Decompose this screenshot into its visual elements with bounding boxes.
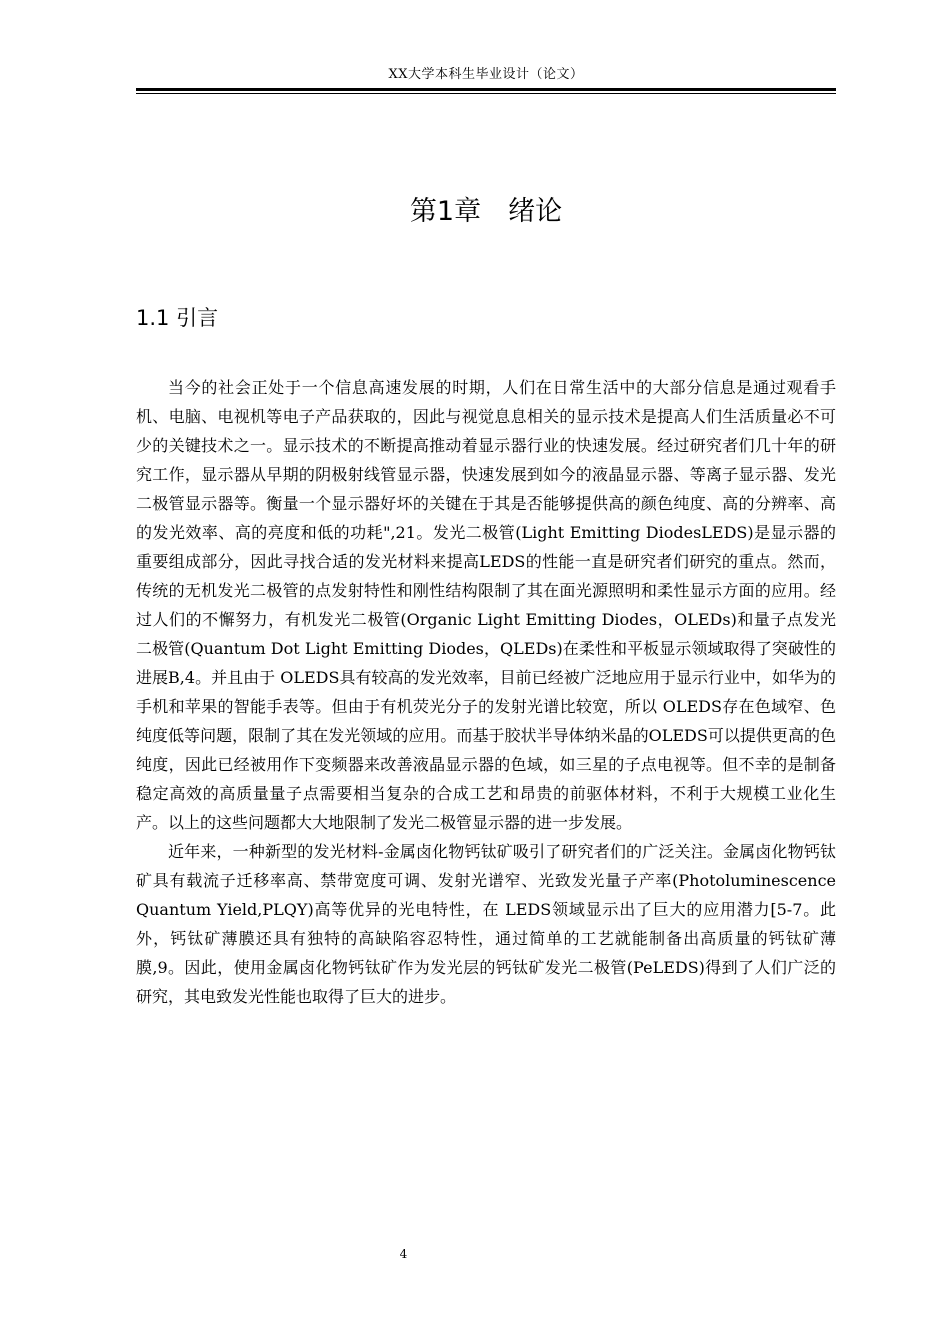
page-number: 4	[399, 1247, 408, 1261]
header-rule-thick	[136, 88, 836, 91]
body-text	[136, 373, 836, 1011]
header-rule-thin	[136, 93, 836, 94]
section-title: 1.1 引言	[136, 306, 219, 330]
chapter-title: 第1章 绪论	[409, 196, 563, 227]
paragraph-2: 近年来，一种新型的发光材料-金属卤化物钙钛矿吸引了研究者们的广泛关注。金属卤化物钙钛矿具有载流子迁移率高、禁带宽度可调、发射光谱窄、光致发光量子产率(Photoluminescence Quantum Yield,PLQY)高等优异的光电特性，在 LEDS领域显示出了巨大的应用潜力[5-7。此外，钙钛矿薄膜还具有独特的高缺陷容忍特性，通过简单的工艺就能制备出高质量的钙钛矿薄膜,9。因此，使用金属卤化物钙钛矿作为发光层的钙钛矿发光二极管(PeLEDS)得到了人们广泛的研究，其电致发光性能也取得了巨大的进步。	[136, 842, 836, 1006]
paragraph-1: 当今的社会正处于一个信息高速发展的时期，人们在日常生活中的大部分信息是通过观看手机、电脑、电视机等电子产品获取的，因此与视觉息息相关的显示技术是提高人们生活质量必不可少的关键技术之一。显示技术的不断提高推动着显示器行业的快速发展。经过研究者们几十年的研究工作，显示器从早期的阴极射线管显示器，快速发展到如今的液晶显示器、等离子显示器、发光二极管显示器等。衡量一个显示器好坏的关键在于其是否能够提供高的颜色纯度、高的分辨率、高的发光效率、高的亮度和低的功耗",21。发光二极管(Light Emitting DiodesLEDS)是显示器的重要组成部分，因此寻找合适的发光材料来提高LEDS的性能一直是研究者们研究的重点。然而，传统的无机发光二极管的点发射特性和刚性结构限制了其在面光源照明和柔性显示方面的应用。经过人们的不懈努力，有机发光二极管(Organic Light Emitting Diodes，OLEDs)和量子点发光二极管(Quantum Dot Light Emitting Diodes，QLEDs)在柔性和平板显示领域取得了突破性的进展B,4。并且由于 OLEDS具有较高的发光效率，目前已经被广泛地应用于显示行业中，如华为的手机和苹果的智能手表等。但由于有机荧光分子的发射光谱比较宽，所以 OLEDS存在色域窄、色纯度低等问题，限制了其在发光领域的应用。而基于胶状半导体纳米晶的OLEDS可以提供更高的色纯度，因此已经被用作下变频器来改善液晶显示器的色域，如三星的子点电视等。但不幸的是制备稳定高效的高质量量子点需要相当复杂的合成工艺和昂贵的前驱体材料，不利于大规模工业化生产。以上的这些问题都大大地限制了发光二极管显示器的进一步发展。	[136, 378, 836, 832]
running-header: XX大学本科生毕业设计（论文）	[388, 67, 584, 82]
